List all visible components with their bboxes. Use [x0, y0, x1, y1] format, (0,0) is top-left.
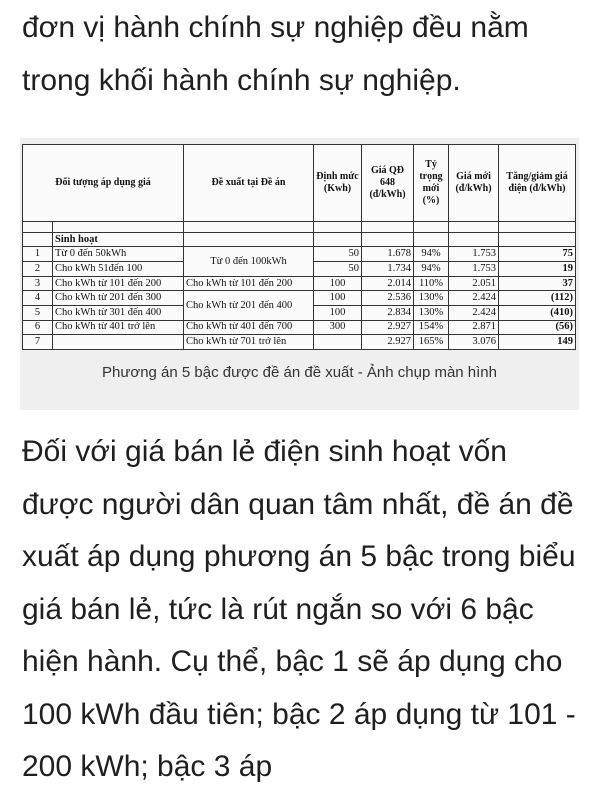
header-ty-trong: Tỷ trọng mới (%) [414, 145, 449, 222]
table-row [23, 335, 576, 350]
table-row [23, 247, 576, 262]
row-doi-tuong [53, 335, 184, 350]
table-row [23, 276, 576, 291]
row-de-xuat: Từ 0 đến 100kWh [184, 247, 314, 276]
row-gia-moi: 2.424 [449, 291, 499, 306]
row-gia-moi: 3.076 [449, 335, 499, 350]
row-gia-moi: 2.051 [449, 276, 499, 291]
row-ty-trong: 94% [414, 247, 449, 262]
row-index: 4 [23, 291, 53, 306]
row-tang-giam: 149 [499, 335, 576, 350]
row-doi-tuong: Cho kWh từ 401 trở lên [53, 320, 184, 335]
row-tang-giam: 37 [499, 276, 576, 291]
row-doi-tuong: Cho kWh từ 301 đến 400 [53, 306, 184, 321]
row-gia-qd: 1.734 [362, 262, 414, 277]
row-dinh-muc: 300 [314, 320, 362, 335]
row-ty-trong: 165% [414, 335, 449, 350]
header-dinh-muc: Định mức (Kwh) [314, 145, 362, 222]
row-de-xuat: Cho kWh từ 701 trở lên [184, 335, 314, 350]
row-de-xuat: Cho kWh từ 201 đến 400 [184, 291, 314, 320]
article-figure [20, 138, 579, 410]
row-index: 2 [23, 262, 53, 277]
row-tang-giam: 19 [499, 262, 576, 277]
table-header-row [23, 145, 576, 222]
row-tang-giam: 75 [499, 247, 576, 262]
row-doi-tuong: Cho kWh từ 201 đến 300 [53, 291, 184, 306]
row-dinh-muc: 50 [314, 247, 362, 262]
table-row [23, 291, 576, 306]
row-gia-qd: 2.014 [362, 276, 414, 291]
intro-paragraph: đơn vị hành chính sự nghiệp đều nằm trong khối hành chính sự nghiệp. [22, 11, 529, 97]
header-gia-qd: Giá QĐ 648 (đ/kWh) [362, 145, 414, 222]
row-index: 3 [23, 276, 53, 291]
table-row [23, 320, 576, 335]
header-doi-tuong: Đối tượng áp dụng giá [23, 145, 184, 222]
row-gia-moi: 2.424 [449, 306, 499, 321]
table-spacer-row [23, 221, 576, 232]
row-gia-moi: 2.871 [449, 320, 499, 335]
row-de-xuat: Cho kWh từ 401 đến 700 [184, 320, 314, 335]
row-dinh-muc: 100 [314, 276, 362, 291]
price-table-image [22, 144, 575, 350]
header-gia-moi: Giá mới (đ/kWh) [449, 145, 499, 222]
price-table [22, 144, 576, 350]
row-ty-trong: 110% [414, 276, 449, 291]
row-gia-qd: 2.927 [362, 320, 414, 335]
row-dinh-muc: 50 [314, 262, 362, 277]
row-gia-qd: 2.834 [362, 306, 414, 321]
row-doi-tuong: Cho kWh từ 101 đến 200 [53, 276, 184, 291]
header-de-xuat: Đề xuất tại Đề án [184, 145, 314, 222]
row-dinh-muc [314, 335, 362, 350]
row-dinh-muc: 100 [314, 306, 362, 321]
row-gia-qd: 1.678 [362, 247, 414, 262]
figure-caption: Phương án 5 bậc được đề án đề xuất - Ảnh chụp màn hình [101, 364, 497, 381]
row-gia-qd: 2.927 [362, 335, 414, 350]
row-de-xuat: Cho kWh từ 101 đến 200 [184, 276, 314, 291]
body-paragraph: Đối với giá bán lẻ điện sinh hoạt vốn được người dân quan tâm nhất, đề án đề xuất áp dụng phương án 5 bậc trong biểu giá bán lẻ, tức là rút ngắn so với 6 bậc hiện hành. Cụ thể, bậc 1 sẽ áp dụng cho 100 kWh đầu tiên; bậc 2 áp dụng từ 101 - 200 kWh; bậc 3 áp [22, 435, 576, 783]
header-tang-giam: Tăng/giảm giá điện (đ/kWh) [499, 145, 576, 222]
row-gia-qd: 2.536 [362, 291, 414, 306]
row-ty-trong: 94% [414, 262, 449, 277]
row-index: 6 [23, 320, 53, 335]
row-gia-moi: 1.753 [449, 262, 499, 277]
row-ty-trong: 154% [414, 320, 449, 335]
table-section-row [23, 232, 576, 247]
row-index: 7 [23, 335, 53, 350]
row-dinh-muc: 100 [314, 291, 362, 306]
row-ty-trong: 130% [414, 306, 449, 321]
section-label: Sinh hoạt [53, 232, 184, 247]
row-tang-giam: (410) [499, 306, 576, 321]
row-ty-trong: 130% [414, 291, 449, 306]
row-doi-tuong: Từ 0 đến 50kWh [53, 247, 184, 262]
row-index: 1 [23, 247, 53, 262]
row-tang-giam: (56) [499, 320, 576, 335]
row-doi-tuong: Cho kWh 51đến 100 [53, 262, 184, 277]
row-tang-giam: (112) [499, 291, 576, 306]
row-gia-moi: 1.753 [449, 247, 499, 262]
row-index: 5 [23, 306, 53, 321]
